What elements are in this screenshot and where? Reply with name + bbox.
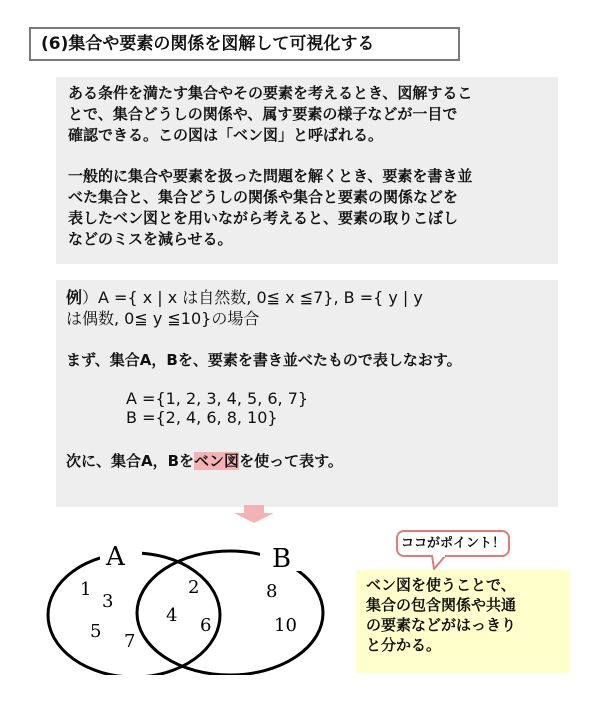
example-label: 例: [66, 288, 83, 307]
venn-diagram: [40, 525, 350, 675]
step-1-text: まず、集合A，Bを、要素を書き並べたもので表しなおす。: [66, 351, 462, 369]
definition-line-1: ）A ={ x | x は自然数, 0≦ x ≦7}, B ={ y | y: [82, 288, 423, 307]
venn-element: 1: [80, 579, 92, 600]
note-line: と分かる。: [366, 636, 442, 654]
venn-highlight: ベン図: [194, 452, 240, 470]
speech-tail-icon: [430, 555, 448, 571]
intro-line: などのミスを減らせる。: [68, 230, 233, 248]
intro-panel: [56, 77, 558, 264]
note-line: 集合の包含関係や共通: [366, 596, 517, 614]
intro-line: 表したベン図とを用いながら考えると、要素の取りこぼし: [68, 209, 459, 227]
venn-element: 6: [200, 615, 212, 636]
down-arrow-icon: [232, 505, 276, 523]
venn-circle-a: [48, 553, 220, 675]
venn-element: 5: [90, 621, 102, 642]
example-definition: [66, 287, 548, 329]
set-b-listing: B ={2, 4, 6, 8, 10}: [126, 408, 278, 427]
intro-line: ある条件を満たす集合やその要素を考えるとき、図解するこ: [68, 84, 473, 102]
intro-paragraph-2: [68, 166, 546, 250]
venn-element: 7: [124, 631, 136, 652]
intro-paragraph-1: [68, 83, 546, 146]
set-a-listing: A ={1, 2, 3, 4, 5, 6, 7}: [126, 389, 309, 408]
definition-line-2: は偶数, 0≦ y ≦10}の場合: [66, 309, 260, 328]
intro-line: 一般的に集合や要素を扱った問題を解くとき、要素を書き並: [68, 167, 473, 185]
section-title: (6)集合や要素の関係を図解して可視化する: [29, 27, 460, 61]
venn-element: 8: [266, 581, 278, 602]
step-2-after: を使って表す。: [239, 452, 343, 470]
venn-element: 3: [102, 591, 114, 612]
venn-element: 2: [188, 577, 200, 598]
note-line: の要素などがはっきり: [366, 616, 517, 634]
venn-label-a: A: [106, 542, 125, 572]
point-badge: ココがポイント！: [396, 530, 510, 557]
note-line: ベン図を使うことで、: [366, 576, 516, 594]
intro-line: べた集合と、集合どうしの関係や集合と要素の関係などを: [68, 188, 459, 206]
intro-line: 確認できる。この図は「ベン図」と呼ばれる。: [68, 126, 384, 144]
intro-line: とで、集合どうしの関係や、属す要素の様子などが一目で: [68, 105, 458, 123]
step-2-text: [66, 451, 548, 472]
venn-label-b: B: [272, 544, 292, 574]
venn-element: 10: [274, 615, 297, 636]
note-box: [356, 570, 570, 673]
set-listing: [126, 389, 548, 427]
example-panel: [56, 280, 558, 507]
venn-element: 4: [166, 605, 178, 626]
step-2-before: 次に、集合A，Bを: [66, 452, 195, 470]
